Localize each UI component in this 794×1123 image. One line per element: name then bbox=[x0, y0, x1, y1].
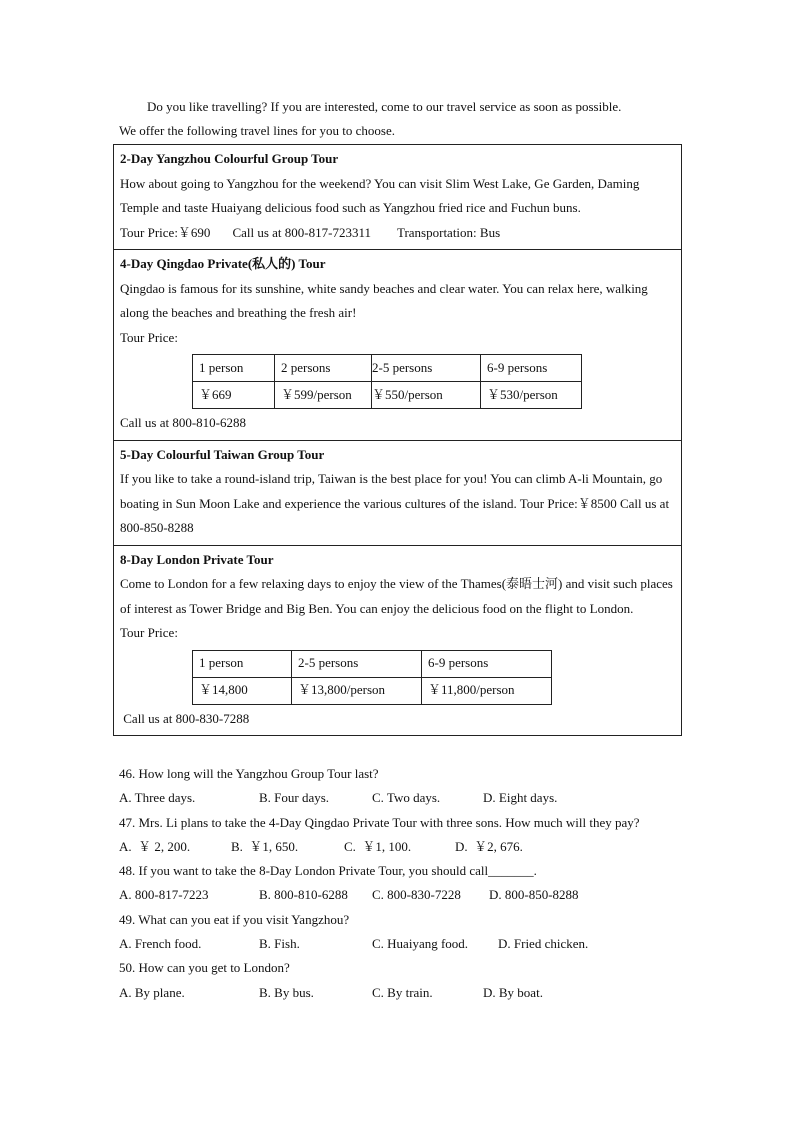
option-d: D. ￥2, 676. bbox=[455, 838, 523, 854]
tour-transport: Transportation: Bus bbox=[396, 224, 501, 240]
option-a: A. By plane. bbox=[119, 984, 185, 1000]
option-d: D. Eight days. bbox=[483, 790, 558, 806]
tour-title: 5-Day Colourful Taiwan Group Tour bbox=[120, 446, 325, 462]
tour-price-label: Tour Price: bbox=[120, 625, 178, 640]
tour-title: 2-Day Yangzhou Colourful Group Tour bbox=[120, 151, 339, 166]
option-c: C. Two days. bbox=[372, 790, 441, 806]
option-row bbox=[119, 883, 679, 907]
price-table-header-row bbox=[193, 650, 552, 677]
price-header-cell: 2-5 persons bbox=[292, 650, 422, 677]
question-text: 49. What can you eat if you visit Yangzhou? bbox=[119, 911, 350, 927]
price-value-cell: ￥14,800 bbox=[193, 677, 292, 704]
tour-description: How about going to Yangzhou for the weekend? You can visit Slim West Lake, Ge Garden, Daming Temple and taste Huaiyang delicious food such as Yangzhou fried rice and Fuchun buns. bbox=[120, 175, 640, 215]
option-c: C. 800-830-7228 bbox=[372, 887, 461, 903]
tour-taiwan bbox=[114, 440, 681, 545]
price-value-cell: ￥13,800/person bbox=[292, 677, 422, 704]
tour-price-line bbox=[120, 221, 675, 246]
tour-description: If you like to take a round-island trip, Taiwan is the best place for you! You can climb A-li Mountain, go boating in Sun Moon Lake and experience the various cultures of the island. Tour Price:￥8500 Call us at 800-850-8288 bbox=[120, 471, 670, 535]
option-row bbox=[119, 981, 679, 1005]
option-b: B. By bus. bbox=[259, 984, 314, 1000]
question-list bbox=[119, 762, 679, 1005]
question-50 bbox=[119, 956, 679, 1005]
tour-description: Qingdao is famous for its sunshine, white sandy beaches and clear water. You can relax here, walking along the beaches and breathing the fresh air! bbox=[120, 280, 648, 320]
tour-title: 4-Day Qingdao Private(私人的) Tour bbox=[120, 256, 326, 271]
option-c: C. ￥1, 100. bbox=[344, 838, 412, 854]
tour-price-label: Tour Price: bbox=[120, 329, 178, 345]
tour-price: Tour Price:￥690 bbox=[120, 224, 211, 240]
tour-call: Call us at 800-817-723311 bbox=[232, 224, 371, 240]
question-48 bbox=[119, 859, 679, 908]
option-d: D. By boat. bbox=[483, 984, 543, 1000]
intro-line-2: We offer the following travel lines for you to choose. bbox=[119, 123, 395, 138]
option-row bbox=[119, 835, 679, 859]
option-b: B. Four days. bbox=[259, 790, 330, 806]
price-table-value-row bbox=[193, 677, 552, 704]
price-table-header-row bbox=[193, 355, 582, 382]
option-a: A. ￥ 2, 200. bbox=[119, 838, 191, 854]
price-header-cell: 6-9 persons bbox=[481, 355, 582, 382]
question-text: 50. How can you get to London? bbox=[119, 960, 290, 976]
option-d: D. 800-850-8288 bbox=[489, 887, 579, 903]
price-value-cell: ￥530/person bbox=[481, 382, 582, 409]
tour-call: Call us at 800-830-7288 bbox=[120, 710, 250, 726]
option-b: B. ￥1, 650. bbox=[231, 838, 299, 854]
question-text: 48. If you want to take the 8-Day London Private Tour, you should call_______. bbox=[119, 863, 537, 879]
option-a: A. Three days. bbox=[119, 790, 196, 806]
price-value-cell: ￥550/person bbox=[372, 382, 481, 409]
option-row bbox=[119, 932, 679, 956]
option-b: B. 800-810-6288 bbox=[259, 887, 348, 903]
price-header-cell: 2 persons bbox=[275, 355, 372, 382]
question-46 bbox=[119, 762, 679, 811]
london-price-table bbox=[192, 650, 552, 705]
intro-line-1: Do you like travelling? If you are interested, come to our travel service as soon as possible. bbox=[147, 99, 622, 114]
price-header-cell: 6-9 persons bbox=[422, 650, 552, 677]
price-value-cell: ￥599/person bbox=[275, 382, 372, 409]
option-a: A. 800-817-7223 bbox=[119, 887, 209, 903]
question-text: 46. How long will the Yangzhou Group Tour last? bbox=[119, 766, 379, 781]
price-value-cell: ￥669 bbox=[193, 382, 275, 409]
option-d: D. Fried chicken. bbox=[498, 936, 589, 952]
qingdao-price-table bbox=[192, 354, 582, 409]
tour-call: Call us at 800-810-6288 bbox=[120, 415, 247, 430]
option-a: A. French food. bbox=[119, 936, 202, 952]
tour-title: 8-Day London Private Tour bbox=[120, 551, 274, 567]
tour-qingdao bbox=[114, 249, 681, 440]
tour-yangzhou bbox=[114, 145, 681, 249]
price-header-cell: 1 person bbox=[193, 650, 292, 677]
option-b: B. Fish. bbox=[259, 936, 300, 952]
price-table-value-row bbox=[193, 382, 582, 409]
question-49 bbox=[119, 908, 679, 957]
tour-london bbox=[114, 545, 681, 736]
option-c: C. By train. bbox=[372, 984, 433, 1000]
question-47 bbox=[119, 811, 679, 860]
price-header-cell: 1 person bbox=[193, 355, 275, 382]
question-text: 47. Mrs. Li plans to take the 4-Day Qingdao Private Tour with three sons. How much will they pay? bbox=[119, 814, 640, 830]
option-row bbox=[119, 786, 679, 810]
price-header-cell: 2-5 persons bbox=[372, 355, 481, 382]
option-c: C. Huaiyang food. bbox=[372, 936, 469, 952]
tour-list-table bbox=[113, 144, 682, 736]
intro-paragraph bbox=[119, 95, 679, 143]
tour-description: Come to London for a few relaxing days to enjoy the view of the Thames(泰晤士河) and visit such places of interest as Tower Bridge and Big Ben. You can enjoy the delicious food on the flight to London. bbox=[120, 576, 673, 616]
price-value-cell: ￥11,800/person bbox=[422, 677, 552, 704]
